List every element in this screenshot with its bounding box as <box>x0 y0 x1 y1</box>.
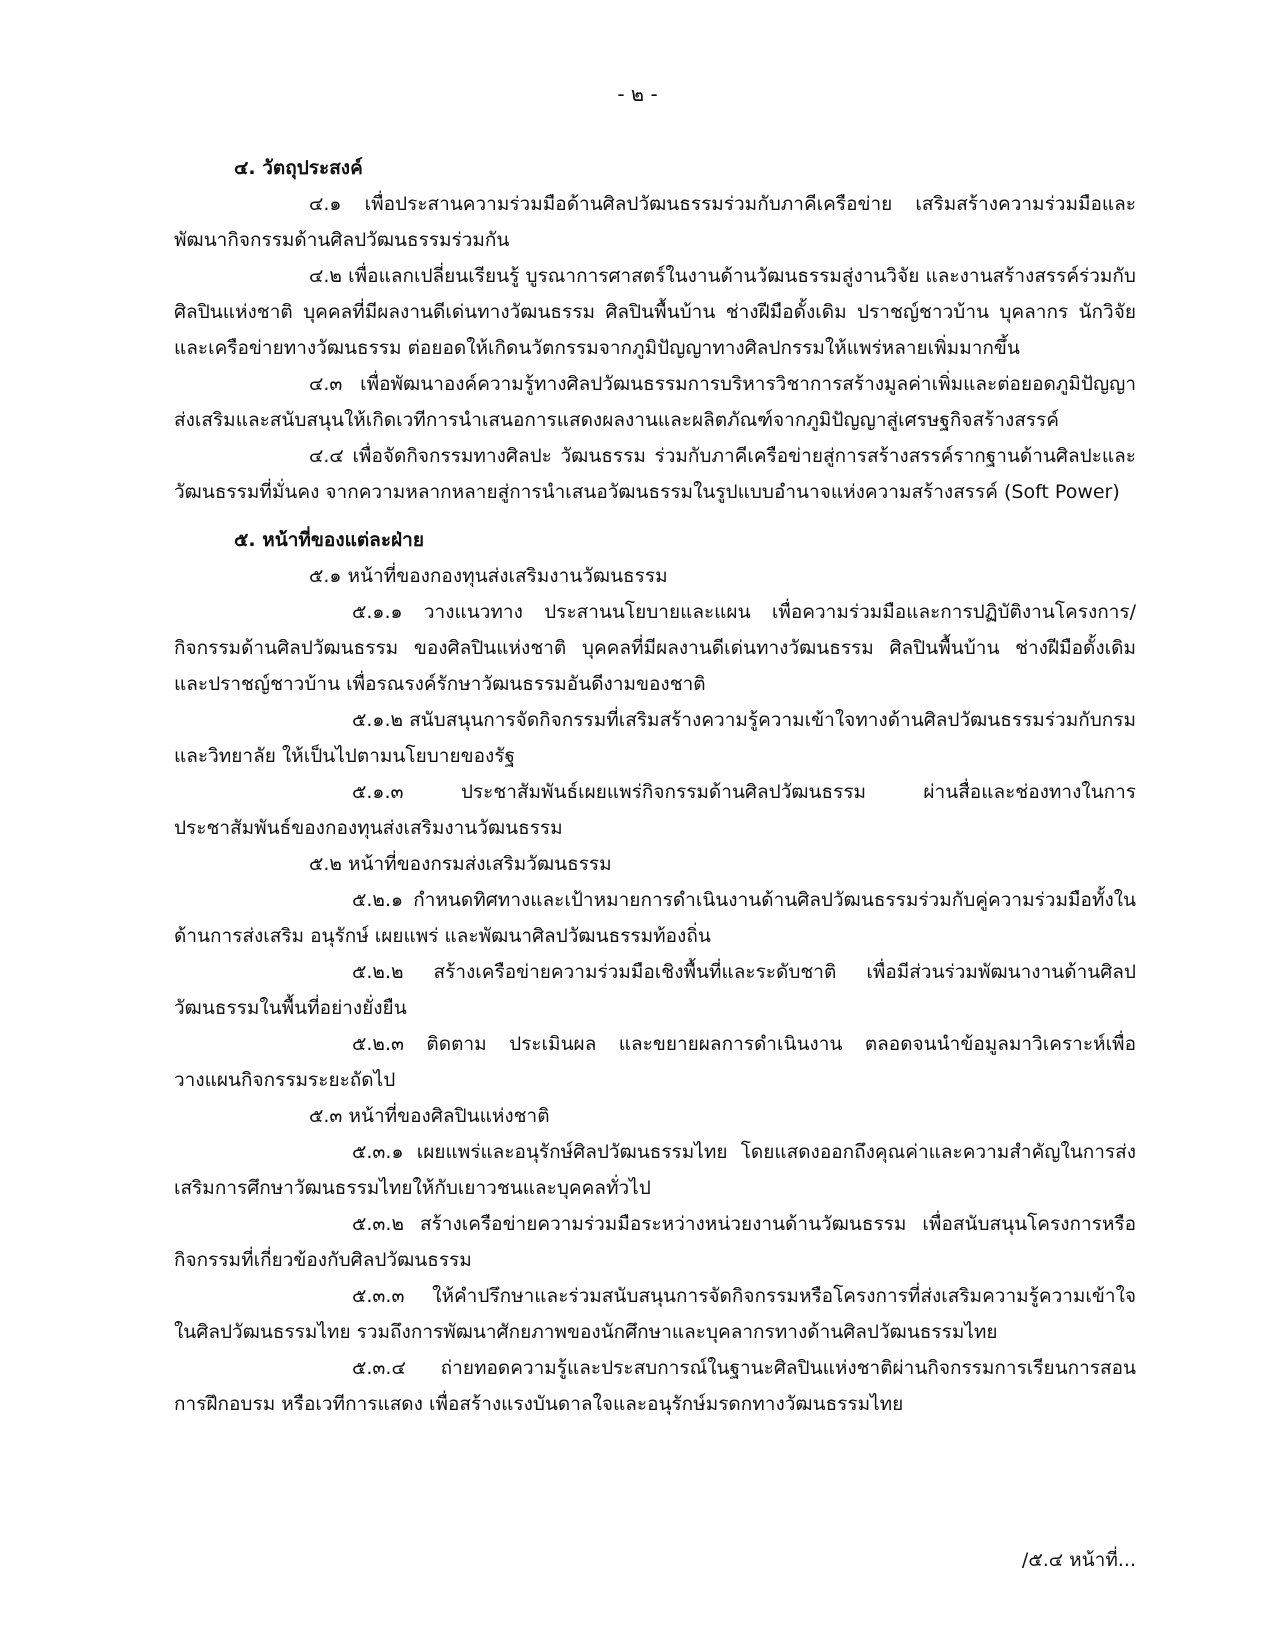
paragraph-4-3: ๔.๓ เพื่อพัฒนาองค์ความรู้ทางศิลปวัฒนธรรมการบริหารวิชาการสร้างมูลค่าเพิ่มและต่อยอดภูมิปัญญาส่งเสริมและสนับสนุนให้เกิดเวทีการนำเสนอการแสดงผลงานและผลิตภัณฑ์จากภูมิปัญญาสู่เศรษฐกิจสร้างสรรค์ <box>174 373 1136 431</box>
document-body <box>174 150 1136 1422</box>
paragraph-5-3-2: ๕.๓.๒ สร้างเครือข่ายความร่วมมือระหว่างหน่วยงานด้านวัฒนธรรม เพื่อสนับสนุนโครงการหรือกิจกรรมที่เกี่ยวข้องกับศิลปวัฒนธรรม <box>174 1213 1136 1271</box>
paragraph-4-1: ๔.๑ เพื่อประสานความร่วมมือด้านศิลปวัฒนธรรมร่วมกับภาคีเครือข่าย เสริมสร้างความร่วมมือและพัฒนากิจกรรมด้านศิลปวัฒนธรรมร่วมกัน <box>174 193 1136 251</box>
paragraph-5-1-2: ๕.๑.๒ สนับสนุนการจัดกิจกรรมที่เสริมสร้างความรู้ความเข้าใจทางด้านศิลปวัฒนธรรมร่วมกับกรม และวิทยาลัย ให้เป็นไปตามนโยบายของรัฐ <box>174 709 1137 767</box>
paragraph-4-2: ๔.๒ เพื่อแลกเปลี่ยนเรียนรู้ บูรณาการศาสตร์ในงานด้านวัฒนธรรมสู่งานวิจัย และงานสร้างสรรค์ร่วมกับศิลปินแห่งชาติ บุคคลที่มีผลงานดีเด่นทางวัฒนธรรม ศิลปินพื้นบ้าน ช่างฝีมือดั้งเดิม ปราชญ์ชาวบ้าน บุคลากร นักวิจัย และเครือข่ายทางวัฒนธรรม ต่อยอดให้เกิดนวัตกรรมจากภูมิปัญญาทางศิลปกรรมให้แพร่หลายเพิ่มมากขึ้น <box>174 265 1136 359</box>
paragraph-5-1-1: ๕.๑.๑ วางแนวทาง ประสานนโยบายและแผน เพื่อความร่วมมือและการปฏิบัติงานโครงการ/กิจกรรมด้านศิลปวัฒนธรรม ของศิลปินแห่งชาติ บุคคลที่มีผลงานดีเด่นทางวัฒนธรรม ศิลปินพื้นบ้าน ช่างฝีมือดั้งเดิม และปราชญ์ชาวบ้าน เพื่อรณรงค์รักษาวัฒนธรรมอันดีงามของชาติ <box>174 601 1136 695</box>
paragraph-5-3-3: ๕.๓.๓ ให้คำปรึกษาและร่วมสนับสนุนการจัดกิจกรรมหรือโครงการที่ส่งเสริมความรู้ความเข้าใจในศิลปวัฒนธรรมไทย รวมถึงการพัฒนาศักยภาพของนักศึกษาและบุคลากรทางด้านศิลปวัฒนธรรมไทย <box>174 1285 1136 1343</box>
paragraph-5-3-1: ๕.๓.๑ เผยแพร่และอนุรักษ์ศิลปวัฒนธรรมไทย โดยแสดงออกถึงคุณค่าและความสำคัญในการส่งเสริมการศึกษาวัฒนธรรมไทยให้กับเยาวชนและบุคคลทั่วไป <box>174 1141 1136 1199</box>
paragraph-5-3-4: ๕.๓.๔ ถ่ายทอดความรู้และประสบการณ์ในฐานะศิลปินแห่งชาติผ่านกิจกรรมการเรียนการสอนการฝึกอบรม หรือเวทีการแสดง เพื่อสร้างแรงบันดาลใจและอนุรักษ์มรดกทางวัฒนธรรมไทย <box>174 1357 1136 1415</box>
paragraph-5-1-3: ๕.๑.๓ ประชาสัมพันธ์เผยแพร่กิจกรรมด้านศิลปวัฒนธรรม ผ่านสื่อและช่องทางในการประชาสัมพันธ์ของกองทุนส่งเสริมงานวัฒนธรรม <box>174 781 1136 839</box>
section-heading-objectives: ๔. วัตถุประสงค์ <box>234 157 363 179</box>
subsection-title-5-1: ๕.๑ หน้าที่ของกองทุนส่งเสริมงานวัฒนธรรม <box>309 565 668 587</box>
subsection-title-5-2: ๕.๒ หน้าที่ของกรมส่งเสริมวัฒนธรรม <box>309 853 612 875</box>
page-number: - ๒ - <box>617 82 658 106</box>
paragraph-5-2-3: ๕.๒.๓ ติดตาม ประเมินผล และขยายผลการดำเนินงาน ตลอดจนนำข้อมูลมาวิเคราะห์เพื่อวางแผนกิจกรรมระยะถัดไป <box>174 1033 1136 1091</box>
paragraph-4-4: ๔.๔ เพื่อจัดกิจกรรมทางศิลปะ วัฒนธรรม ร่วมกับภาคีเครือข่ายสู่การสร้างสรรค์รากฐานด้านศิลปะและวัฒนธรรมที่มั่นคง จากความหลากหลายสู่การนำเสนอวัฒนธรรมในรูปแบบอำนาจแห่งความสร้างสรรค์ (Soft Power) <box>174 445 1136 503</box>
continuation-reference: /๕.๔ หน้าที่... <box>1021 1549 1136 1571</box>
section-heading-duties: ๕. หน้าที่ของแต่ละฝ่าย <box>234 529 424 551</box>
subsection-title-5-3: ๕.๓ หน้าที่ของศิลปินแห่งชาติ <box>309 1105 550 1127</box>
paragraph-5-2-2: ๕.๒.๒ สร้างเครือข่ายความร่วมมือเชิงพื้นที่และระดับชาติ เพื่อมีส่วนร่วมพัฒนางานด้านศิลปวัฒนธรรมในพื้นที่อย่างยั่งยืน <box>174 961 1136 1019</box>
paragraph-5-2-1: ๕.๒.๑ กำหนดทิศทางและเป้าหมายการดำเนินงานด้านศิลปวัฒนธรรมร่วมกับคู่ความร่วมมือทั้งในด้านการส่งเสริม อนุรักษ์ เผยแพร่ และพัฒนาศิลปวัฒนธรรมท้องถิ่น <box>174 889 1136 947</box>
